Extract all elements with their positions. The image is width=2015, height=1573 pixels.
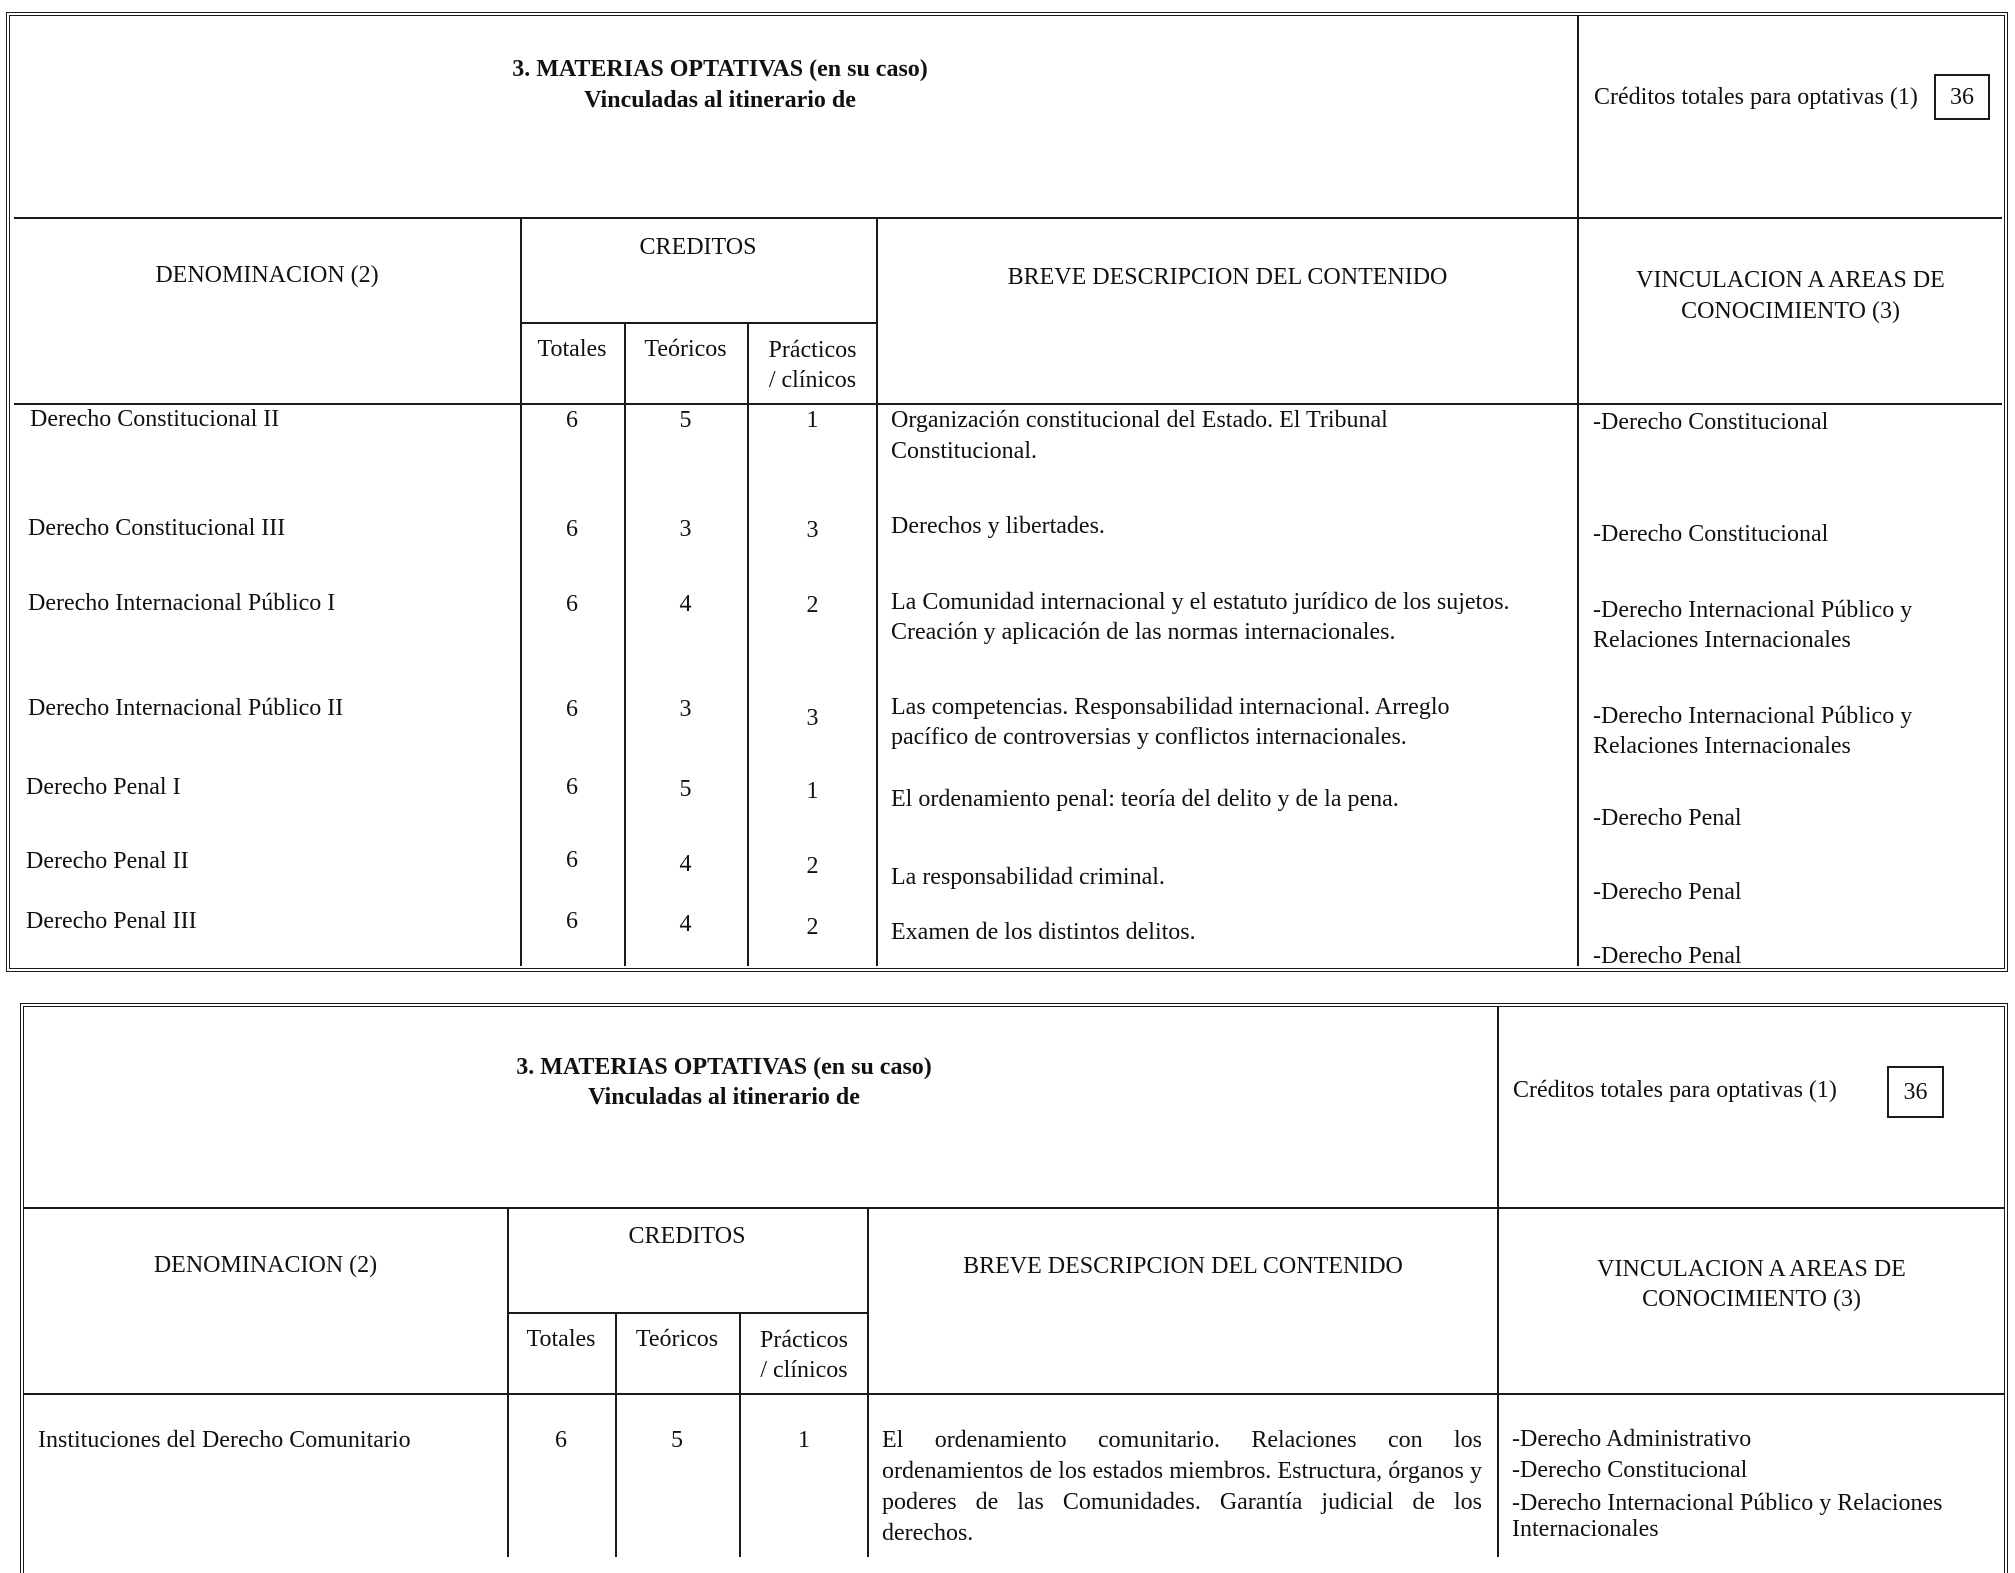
table1-header-vinculacion: VINCULACION A AREAS DE (1636, 267, 1945, 293)
credits-practice: 1 (798, 1427, 810, 1453)
content-description: El ordenamiento comunitario. Relaciones con los ordenamientos de los estados miembros. Estructura, órganos y poderes de las Comunidades. Garantía judicial de los derechos. (882, 1427, 1482, 1546)
knowledge-area: -Derecho Constitucional (1593, 521, 1829, 547)
table2-header-conocimiento: CONOCIMIENTO (3) (1642, 1286, 1861, 1312)
credits-total: 6 (566, 774, 578, 800)
credits-practice: 2 (806, 914, 819, 940)
table1-header-teoricos: Teóricos (644, 336, 727, 362)
content-description: La Comunidad internacional y el estatuto jurídico de los sujetos. (891, 589, 1510, 615)
table2-rows-divider (24, 1393, 2004, 1395)
credits-theory: 5 (679, 407, 692, 433)
content-description: Examen de los distintos delitos. (891, 919, 1196, 945)
knowledge-area: Relaciones Internacionales (1593, 733, 1851, 759)
table1-credits-value: 36 (1934, 74, 1990, 120)
knowledge-area: -Derecho Internacional Público y (1593, 703, 1913, 729)
knowledge-area: -Derecho Constitucional (1512, 1457, 1748, 1483)
table2-credits-value: 36 (1887, 1066, 1944, 1118)
credits-total: 6 (566, 516, 578, 542)
table2-credits-subdivider (507, 1312, 869, 1314)
credits-theory: 5 (671, 1427, 683, 1453)
credits-practice: 2 (806, 592, 819, 618)
table1-header-creditos: CREDITOS (639, 234, 757, 260)
knowledge-area: -Derecho Internacional Público y (1593, 597, 1913, 623)
table1-col-line (876, 217, 878, 966)
credits-total: 6 (566, 847, 578, 873)
subject-name: Derecho Constitucional II (30, 406, 280, 432)
table1-col-line (1577, 16, 1579, 966)
table1-header-denominacion: DENOMINACION (2) (155, 262, 379, 288)
table1-header-divider (14, 217, 2002, 219)
subject-name: Derecho Penal II (26, 848, 189, 874)
credits-theory: 4 (679, 911, 692, 937)
content-description: Derechos y libertades. (891, 513, 1105, 539)
credits-total: 6 (566, 908, 578, 934)
credits-theory: 5 (679, 776, 692, 802)
table2-header-vinculacion: VINCULACION A AREAS DE (1597, 1256, 1906, 1282)
knowledge-area: -Derecho Administrativo (1512, 1426, 1752, 1452)
subject-name: Derecho Penal III (26, 908, 197, 934)
knowledge-area: Relaciones Internacionales (1593, 627, 1851, 653)
subject-name: Derecho Internacional Público II (28, 695, 344, 721)
table1-header-descripcion: BREVE DESCRIPCION DEL CONTENIDO (1007, 264, 1448, 290)
table1-header-practicos: Prácticos (768, 337, 857, 363)
subject-name: Derecho Internacional Público I (28, 590, 336, 616)
table1-credits-label: Créditos totales para optativas (1) (1594, 84, 1918, 110)
content-description: Constitucional. (891, 438, 1037, 464)
table2-header-totales: Totales (526, 1326, 596, 1352)
credits-theory: 4 (679, 851, 692, 877)
credits-total: 6 (566, 696, 578, 722)
table2-title: 3. MATERIAS OPTATIVAS (en su caso) (516, 1054, 932, 1080)
credits-theory: 3 (679, 516, 692, 542)
knowledge-area: -Derecho Internacional Público y Relaciones (1512, 1490, 1943, 1516)
table2-credits-label: Créditos totales para optativas (1) (1513, 1077, 1837, 1103)
credits-total: 6 (566, 407, 578, 433)
knowledge-area: -Derecho Constitucional (1593, 409, 1829, 435)
table2-header-denominacion: DENOMINACION (2) (153, 1252, 378, 1278)
credits-practice: 1 (806, 407, 819, 433)
knowledge-area: -Derecho Penal (1593, 805, 1742, 831)
table2-subtitle: Vinculadas al itinerario de (588, 1084, 860, 1110)
content-description: pacífico de controversias y conflictos internacionales. (891, 724, 1407, 750)
content-description: Las competencias. Responsabilidad internacional. Arreglo (891, 694, 1450, 720)
content-description: Creación y aplicación de las normas internacionales. (891, 619, 1396, 645)
credits-practice: 1 (806, 778, 819, 804)
credits-practice: 3 (806, 705, 819, 731)
table2-header-divider (24, 1207, 2004, 1209)
credits-total: 6 (566, 591, 578, 617)
knowledge-area: -Derecho Penal (1593, 879, 1742, 905)
knowledge-area: Internacionales (1512, 1516, 1659, 1542)
table2-header-practicos: Prácticos (760, 1327, 848, 1353)
content-description: La responsabilidad criminal. (891, 864, 1165, 890)
table1-header-totales: Totales (537, 336, 607, 362)
table2-header-descripcion: BREVE DESCRIPCION DEL CONTENIDO (963, 1253, 1403, 1279)
table2-header-creditos: CREDITOS (628, 1223, 746, 1249)
table1-subtitle: Vinculadas al itinerario de (584, 87, 856, 113)
table1-title: 3. MATERIAS OPTATIVAS (en su caso) (512, 56, 928, 82)
subject-name: Instituciones del Derecho Comunitario (38, 1427, 411, 1453)
credits-practice: 3 (806, 517, 819, 543)
credits-theory: 4 (679, 591, 692, 617)
table2-col-line (507, 1207, 509, 1557)
table1-header-conocimiento: CONOCIMIENTO (3) (1681, 298, 1900, 324)
table1-header-clinicos: / clínicos (768, 367, 857, 393)
subject-name: Derecho Penal I (26, 774, 181, 800)
table2-header-clinicos: / clínicos (760, 1357, 848, 1383)
content-description: Organización constitucional del Estado. El Tribunal (891, 407, 1388, 433)
knowledge-area: -Derecho Penal (1593, 943, 1742, 969)
table2-header-teoricos: Teóricos (635, 1326, 719, 1352)
credits-practice: 2 (806, 853, 819, 879)
content-description: El ordenamiento penal: teoría del delito y de la pena. (891, 786, 1399, 812)
credits-total: 6 (555, 1427, 567, 1453)
subject-name: Derecho Constitucional III (28, 515, 286, 541)
credits-theory: 3 (679, 696, 692, 722)
table1-credits-subdivider (520, 322, 878, 324)
